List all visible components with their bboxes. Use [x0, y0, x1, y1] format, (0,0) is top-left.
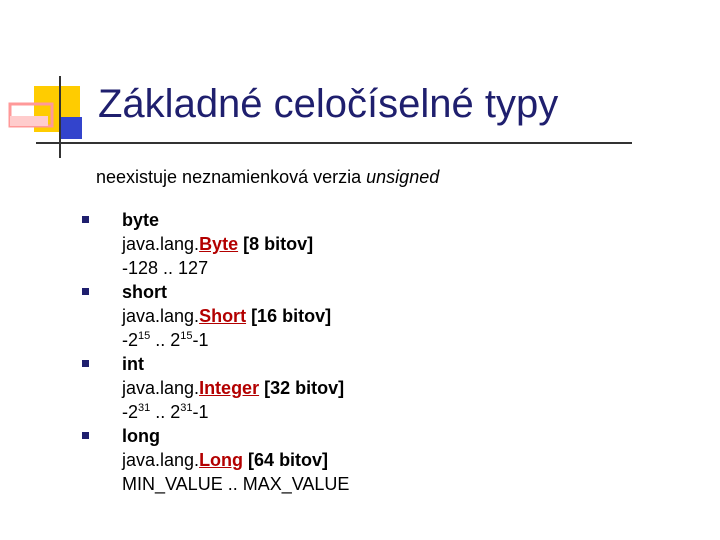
package-name: java.lang. — [122, 234, 200, 254]
bit-size: [8 bitov] — [238, 234, 314, 254]
bullet-icon — [82, 288, 89, 295]
class-link[interactable]: Integer — [199, 378, 260, 398]
range-separator: .. — [150, 402, 171, 422]
type-name: long — [122, 426, 160, 446]
range-min: -128 — [122, 258, 159, 278]
class-line — [122, 232, 349, 256]
range-min-exponent: 31 — [138, 402, 151, 414]
range-max-base: 2 — [170, 330, 181, 350]
range-separator: .. — [158, 258, 179, 278]
package-name: java.lang. — [122, 306, 200, 326]
range-max-suffix: -1 — [192, 402, 209, 422]
class-link[interactable]: Byte — [199, 234, 239, 254]
bit-size: [16 bitov] — [246, 306, 332, 326]
range-max-base: 2 — [170, 402, 181, 422]
list-item-short — [82, 280, 349, 352]
bullet-icon — [82, 216, 89, 223]
bullet-icon — [82, 360, 89, 367]
range-max-suffix: -1 — [192, 330, 209, 350]
class-link[interactable]: Short — [199, 306, 247, 326]
list-item-int — [82, 352, 349, 424]
range-line — [122, 400, 349, 424]
intro-plain: neexistuje neznamienková verzia — [96, 167, 367, 187]
class-line — [122, 448, 349, 472]
class-link[interactable]: Long — [199, 450, 244, 470]
slide-title: Základné celočíselné typy — [98, 82, 559, 126]
range-max: 127 — [178, 258, 209, 278]
bullet-icon — [82, 432, 89, 439]
range-min-base: -2 — [122, 330, 139, 350]
range-max-exponent: 15 — [180, 330, 193, 342]
list-item-byte — [82, 208, 349, 280]
bit-size: [32 bitov] — [259, 378, 345, 398]
range-min-exponent: 15 — [138, 330, 151, 342]
range-min-base: -2 — [122, 402, 139, 422]
range-separator: .. — [150, 330, 171, 350]
intro-emphasis: unsigned — [366, 167, 440, 187]
list-item-long — [82, 424, 349, 496]
class-line — [122, 304, 349, 328]
range-line — [122, 256, 349, 280]
pink-square-fill — [10, 116, 48, 126]
package-name: java.lang. — [122, 378, 200, 398]
range-line — [122, 328, 349, 352]
range-max-exponent: 31 — [180, 402, 193, 414]
type-name: short — [122, 282, 167, 302]
blue-square — [60, 117, 82, 139]
integer-types-list — [82, 208, 349, 496]
class-line — [122, 376, 349, 400]
type-name: byte — [122, 210, 160, 230]
bit-size: [64 bitov] — [243, 450, 329, 470]
package-name: java.lang. — [122, 450, 200, 470]
type-name: int — [122, 354, 144, 374]
intro-text — [96, 166, 439, 188]
range-line: MIN_VALUE .. MAX_VALUE — [122, 474, 350, 494]
